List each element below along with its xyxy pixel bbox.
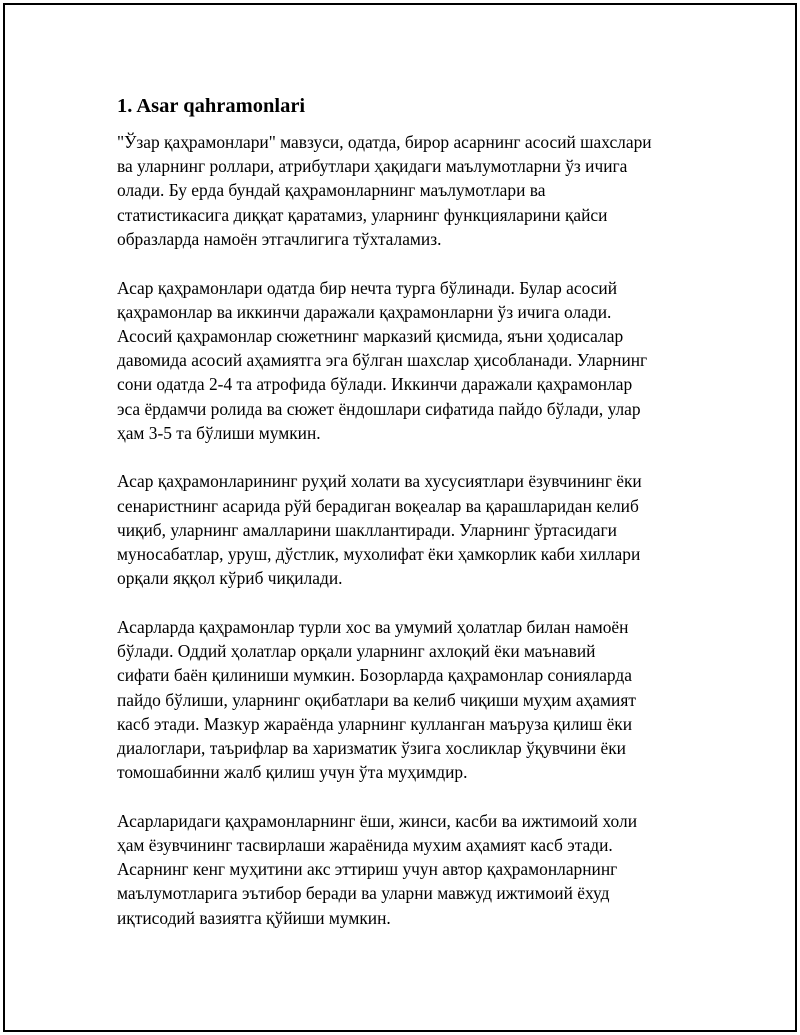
text-line: Асосий қаҳрамонлар сюжетнинг марказий қисмида, яъни ҳодисалар	[117, 325, 624, 346]
text-line: Асар қаҳрамонлари одатда бир нечта турга бўлинади. Булар асосий	[117, 277, 618, 298]
text-line: Асар қаҳрамонларининг руҳий холати ва хусусиятлари ёзувчининг ёки	[117, 471, 642, 492]
text-line: иқтисодий вазиятга қўйиши мумкин.	[117, 907, 391, 928]
text-line: эса ёрдамчи ролида ва сюжет ёндошлари сифатида пайдо бўлади, улар	[117, 398, 641, 419]
text-line: қаҳрамонлар ва иккинчи даражали қаҳрамонларни ўз ичига олади.	[117, 301, 612, 322]
text-line: статистикасига диққат қаратамиз, уларнинг функцияларини қайси	[117, 204, 608, 225]
text-line: диалоглари, таърифлар ва харизматик ўзига хосликлар ўқувчини ёки	[117, 737, 626, 758]
section-heading: 1. Asar qahramonlari	[117, 95, 306, 117]
paragraph-5	[117, 809, 687, 930]
text-line: "Ўзар қаҳрамонлари" мавзуси, одатда, бирор асарнинг асосий шахслари	[117, 132, 652, 152]
paragraph-1	[117, 130, 687, 251]
text-line: олади. Бу ерда бундай қаҳрамонларнинг маълумотлари ва	[117, 180, 546, 201]
text-line: маълумотларига эътибор беради ва уларни мавжуд ижтимоий ёхуд	[117, 883, 610, 904]
text-line: бўлади. Оддий ҳолатлар орқали уларнинг ахлоқий ёки маънавий	[117, 641, 596, 662]
text-line: образларда намоён этгачлигига тўхталамиз.	[117, 228, 442, 249]
text-line: ва уларнинг роллари, атрибутлари ҳақидаги маълумотларни ўз ичига	[117, 156, 628, 177]
paragraph-3	[117, 469, 687, 590]
text-line: чиқиб, уларнинг амалларини шакллантиради. Уларнинг ўртасидаги	[117, 519, 617, 540]
text-line: ҳам 3-5 та бўлиши мумкин.	[117, 422, 321, 443]
document-body	[117, 92, 687, 954]
text-line: орқали яққол кўриб чиқилади.	[117, 568, 343, 589]
text-line: Асарларда қаҳрамонлар турли хос ва умумий ҳолатлар билан намоён	[117, 616, 629, 637]
text-line: ҳам ёзувчининг тасвирлаши жараёнида мухим аҳамият касб этади.	[117, 835, 613, 856]
text-line: Асарнинг кенг муҳитини акс эттириш учун автор қаҳрамонларнинг	[117, 859, 618, 880]
text-line: муносабатлар, уруш, дўстлик, мухолифат ёки ҳамкорлик каби хиллари	[117, 544, 641, 565]
text-line: давомида асосий аҳамиятга эга бўлган шахслар ҳисобланади. Уларнинг	[117, 350, 648, 371]
paragraph-2	[117, 276, 687, 445]
text-line: сенаристнинг асарида рўй берадиган воқеалар ва қарашларидан келиб	[117, 495, 639, 516]
paragraph-4	[117, 615, 687, 784]
text-line: томошабинни жалб қилиш учун ўта муҳимдир.	[117, 762, 468, 783]
text-line: сони одатда 2-4 та атрофида бўлади. Иккинчи даражали қаҳрамонлар	[117, 374, 633, 395]
text-line: пайдо бўлиши, уларнинг оқибатлари ва келиб чиқиши муҳим аҳамият	[117, 689, 636, 710]
text-line: сифати баён қилиниши мумкин. Бозорларда қаҳрамонлар сонияларда	[117, 665, 632, 686]
text-line: Асарларидаги қаҳрамонларнинг ёши, жинси, касби ва ижтимоий холи	[117, 810, 637, 831]
text-line: касб этади. Мазкур жараёнда уларнинг кулланган маъруза қилиш ёки	[117, 713, 633, 734]
